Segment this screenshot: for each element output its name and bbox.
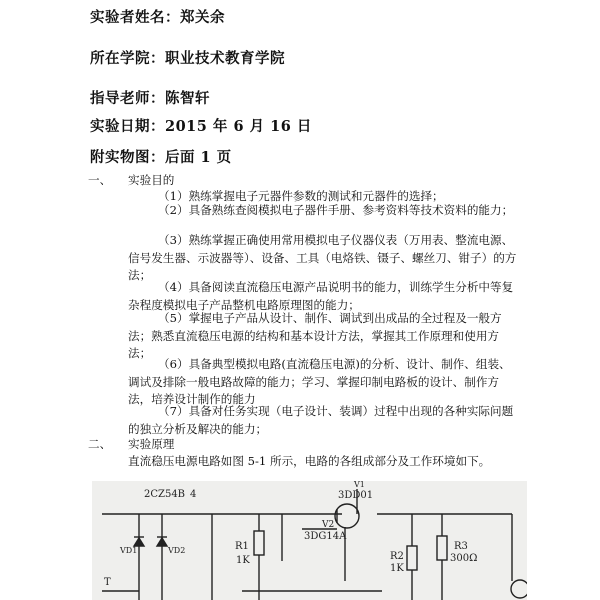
- objective-item-2: （2）具备熟练查阅模拟电子器件手册、参考资料等技术资料的能力；: [158, 203, 514, 217]
- label-v2-part: 3DG14A: [304, 531, 347, 542]
- label-vd1: VD1: [120, 546, 138, 555]
- label-vd2: VD2: [168, 546, 186, 555]
- label-r2: R2: [390, 551, 404, 562]
- objective-item-6: （6）具备典型模拟电路(直流稳压电源)的分析、设计、制作、组装、调试及排除一般电路故障的能力；学习、掌握印制电路板的设计、制作方法，培养设计制作的能力: [128, 357, 511, 406]
- label-r2-value: 1K: [390, 563, 404, 574]
- college: 所在学院：职业技术教育学院: [90, 50, 285, 67]
- label-r3-value: 300Ω: [450, 553, 478, 564]
- instructor: 指导老师：陈智轩: [90, 90, 210, 107]
- attachment-note: 附实物图：后面 1 页: [90, 149, 232, 166]
- objective-item-1: （1）熟练掌握电子元器件参数的测试和元器件的选择；: [158, 189, 444, 203]
- objective-item-3: （3）熟练掌握正确使用常用模拟电子仪器仪表（万用表、整流电源、信号发生器、示波器等）、设备、工具（电烙铁、镊子、螺丝刀、钳子）的方法；: [128, 233, 517, 282]
- label-diode-count: 4: [190, 489, 197, 500]
- section2-body: 直流稳压电源电路如图 5-1 所示，电路的各组成部分及工作环境如下。: [128, 454, 491, 468]
- objective-item-4: （4）具备阅读直流稳压电源产品说明书的能力，训练学生分析中等复杂程度模拟电子产品整机电路原理图的能力；: [128, 280, 514, 312]
- circuit-schematic: [92, 481, 527, 600]
- section2-title: 实验原理: [128, 437, 175, 451]
- experiment-date: 实验日期：2015 年 6 月 16 日: [90, 118, 312, 135]
- objective-item-5: （5）掌握电子产品从设计、制作、调试到出成品的全过程及一般方法；熟悉直流稳压电源的结构和基本设计方法，掌握其工作原理和使用方法；: [128, 311, 502, 360]
- label-v2: V2: [322, 520, 335, 530]
- section1-title: 实验目的: [128, 173, 175, 187]
- label-r1-value: 1K: [236, 555, 250, 566]
- label-r1: R1: [235, 541, 249, 552]
- objective-item-7: （7）具备对任务实现（电子设计、装调）过程中出现的各种实际问题的独立分析及解决的能力；: [128, 404, 514, 436]
- label-r3: R3: [454, 541, 468, 552]
- section2-number: 二、: [88, 437, 112, 451]
- experimenter-name: 实验者姓名：郑关余: [90, 9, 225, 26]
- label-v1: V1: [354, 481, 365, 489]
- circuit-diagram-photo: [92, 481, 527, 600]
- section1-number: 一、: [88, 173, 112, 187]
- label-v1-part: 3DD01: [338, 490, 374, 501]
- label-transformer: T: [104, 577, 111, 588]
- label-diode-part: 2CZ54B: [144, 489, 186, 500]
